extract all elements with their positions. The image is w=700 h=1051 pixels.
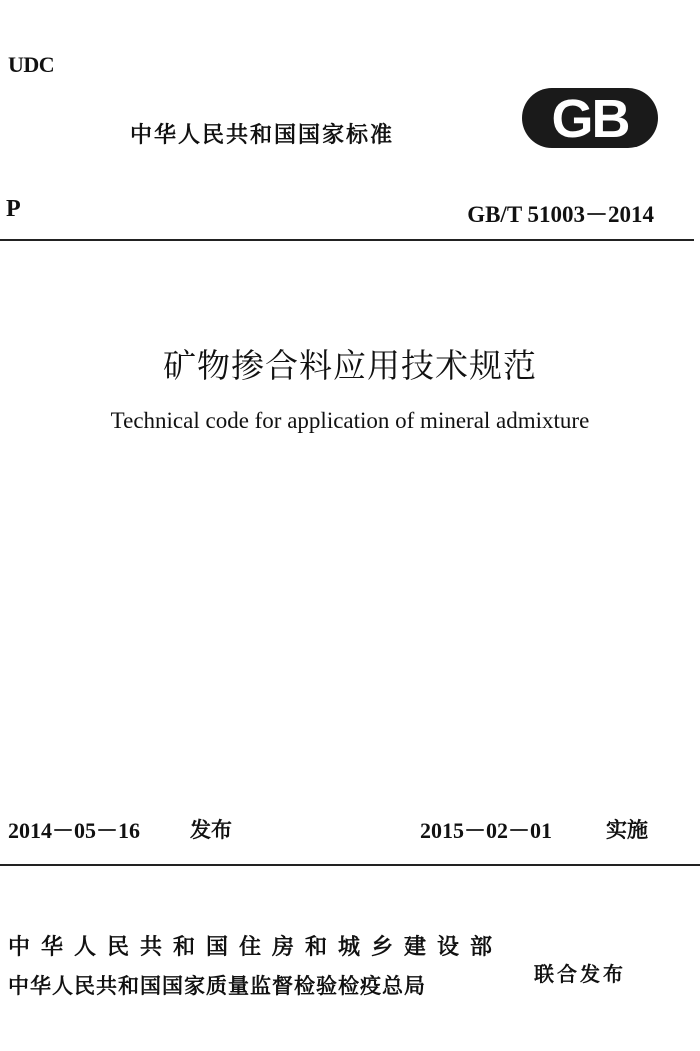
- footer-divider: [0, 864, 700, 866]
- issuer-ministry: 中华人民共和国住房和城乡建设部: [8, 935, 504, 960]
- issuer-aqsiq: 中华人民共和国国家质量监督检验检疫总局: [8, 974, 426, 998]
- gb-logo-text: GB: [551, 89, 629, 149]
- udc-label: UDC: [8, 52, 55, 77]
- document-title-english: Technical code for application of mineral admixture: [110, 408, 590, 433]
- national-standard-title: 中华人民共和国国家标准: [130, 123, 395, 148]
- issue-date: 2014－05－16: [8, 818, 141, 843]
- implementation-label: 实施: [606, 818, 648, 842]
- implementation-date: 2015－02－01: [420, 818, 553, 843]
- gb-logo-icon: [520, 84, 662, 152]
- header-divider: [0, 239, 694, 241]
- joint-issue-label: 联合发布: [534, 962, 626, 986]
- issue-label: 发布: [190, 818, 232, 842]
- category-label: P: [6, 196, 21, 222]
- document-title-chinese: 矿物掺合料应用技术规范: [163, 346, 537, 385]
- standard-code: GB/T 51003－2014: [467, 202, 654, 227]
